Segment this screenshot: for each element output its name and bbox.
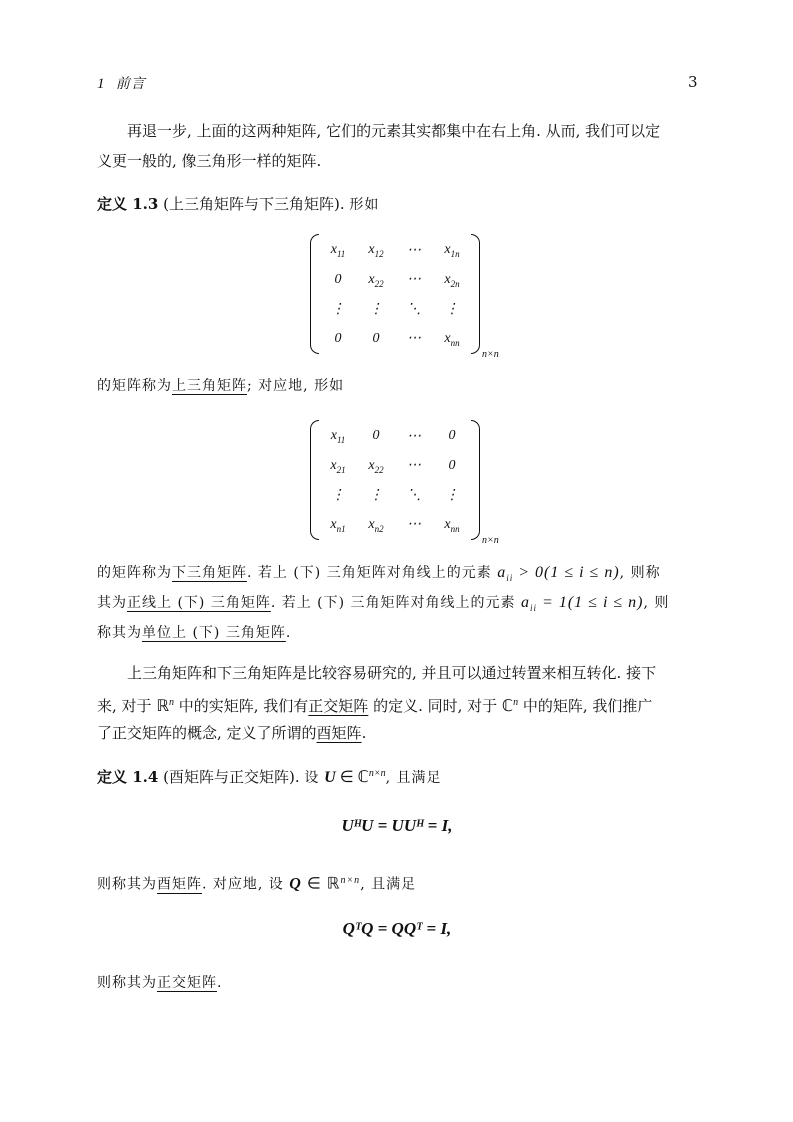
definition-heading bbox=[97, 764, 697, 788]
entry-base: x bbox=[368, 516, 375, 532]
text: . bbox=[217, 975, 223, 991]
equation-orthogonal: QᵀQ = QQᵀ = I, bbox=[342, 919, 452, 938]
term-orthogonal: 正交矩阵 bbox=[157, 975, 217, 991]
paragraph-line bbox=[97, 723, 697, 743]
matrix-entry bbox=[357, 266, 395, 296]
running-header bbox=[97, 73, 146, 93]
term-orthogonal: 正交矩阵 bbox=[308, 697, 369, 715]
term-positive-triangular: 正线上 (下) 三角矩阵 bbox=[127, 595, 271, 611]
math-sub: ii bbox=[530, 602, 538, 613]
text: . bbox=[361, 724, 367, 742]
text: 中的矩阵, 我们推广 bbox=[518, 697, 653, 715]
math-sup: n bbox=[513, 697, 519, 708]
definition-text bbox=[97, 376, 697, 396]
entry-subscript: 22 bbox=[374, 278, 384, 289]
math: a bbox=[521, 594, 531, 611]
matrix-entry bbox=[395, 422, 433, 452]
math: ∈ ℝ bbox=[301, 875, 341, 893]
entry-base: ⋮ bbox=[331, 487, 345, 503]
matrix-entry bbox=[319, 236, 357, 266]
matrix-entry bbox=[357, 325, 395, 355]
text: 来, 对于 bbox=[97, 697, 157, 715]
matrix-entry bbox=[433, 481, 471, 511]
text: 则称其为 bbox=[97, 975, 157, 991]
term-unitary: 酉矩阵 bbox=[157, 876, 202, 893]
definition-name: (上三角矩阵与下三角矩阵). bbox=[163, 195, 345, 213]
matrix-size: n×n bbox=[482, 349, 499, 360]
matrix-entries bbox=[319, 422, 471, 540]
text: , 则 bbox=[643, 595, 670, 611]
math: > 0(1 ≤ i ≤ n) bbox=[513, 564, 620, 581]
chapter-title: 前言 bbox=[115, 77, 146, 92]
matrix-entry bbox=[319, 422, 357, 452]
entry-base: x bbox=[444, 516, 451, 532]
entry-base: ⋮ bbox=[445, 487, 459, 503]
definition-name: (酉矩阵与正交矩阵). bbox=[163, 768, 300, 786]
entry-base: x bbox=[368, 457, 375, 473]
matrix-entry bbox=[433, 422, 471, 452]
matrix-entry bbox=[395, 295, 433, 325]
matrix-entry bbox=[433, 325, 471, 355]
entry-base: x bbox=[330, 242, 337, 258]
term-upper-triangular: 上三角矩阵 bbox=[172, 378, 247, 394]
entry-base: ⋯ bbox=[407, 458, 421, 474]
matrix-size: n×n bbox=[482, 535, 499, 546]
definition-text bbox=[97, 973, 697, 993]
matrix-entry bbox=[357, 452, 395, 482]
matrix-entry bbox=[395, 511, 433, 541]
matrix-entry bbox=[357, 422, 395, 452]
text: 称其为 bbox=[97, 625, 142, 641]
matrix-entry bbox=[319, 452, 357, 482]
entry-subscript: 1n bbox=[450, 249, 460, 260]
text: 中的实矩阵, 我们有 bbox=[173, 697, 309, 715]
term-lower-triangular: 下三角矩阵 bbox=[172, 565, 247, 581]
paragraph-line: 上三角矩阵和下三角矩阵是比较容易研究的, 并且可以通过转置来相互转化. 接下 bbox=[127, 664, 657, 682]
entry-base: x bbox=[330, 428, 337, 444]
matrix-entry bbox=[319, 325, 357, 355]
lower-triangular-matrix bbox=[310, 420, 499, 546]
text: 的矩阵称为 bbox=[97, 565, 172, 581]
entry-base: ⋯ bbox=[407, 272, 421, 288]
definition-text bbox=[97, 593, 697, 618]
entry-base: x bbox=[444, 242, 451, 258]
math: = 1(1 ≤ i ≤ n) bbox=[537, 594, 644, 611]
matrix-entry bbox=[357, 236, 395, 266]
entry-base: x bbox=[330, 516, 337, 532]
matrix-entry bbox=[433, 236, 471, 266]
text: 了正交矩阵的概念, 定义了所谓的 bbox=[97, 724, 317, 742]
term-unit-triangular: 单位上 (下) 三角矩阵 bbox=[142, 625, 286, 641]
upper-triangular-matrix bbox=[310, 234, 499, 360]
matrix-entry bbox=[319, 511, 357, 541]
text: 设 bbox=[304, 770, 320, 786]
entry-base: ⋯ bbox=[407, 517, 421, 533]
entry-base: ⋯ bbox=[407, 428, 421, 444]
matrix-entry bbox=[395, 481, 433, 511]
entry-base: ⋯ bbox=[407, 242, 421, 258]
left-paren bbox=[310, 420, 319, 540]
math-sub: ii bbox=[506, 572, 514, 583]
right-paren bbox=[471, 234, 480, 354]
entry-subscript: n1 bbox=[336, 523, 346, 534]
entry-subscript: n2 bbox=[374, 523, 384, 534]
matrix-entry bbox=[357, 481, 395, 511]
definition-text bbox=[97, 871, 697, 895]
entry-base: ⋮ bbox=[369, 301, 383, 317]
matrix-entry bbox=[395, 325, 433, 355]
math-complex: ℂ bbox=[501, 698, 514, 715]
matrix-entry bbox=[433, 295, 471, 325]
entry-base: ⋯ bbox=[407, 331, 421, 347]
page-number: 3 bbox=[688, 73, 698, 91]
matrix-entry bbox=[357, 511, 395, 541]
matrix-entry bbox=[433, 266, 471, 296]
entry-base: 0 bbox=[372, 330, 380, 346]
entry-base: ⋱ bbox=[407, 487, 421, 503]
entry-subscript: 21 bbox=[336, 464, 346, 475]
left-paren bbox=[310, 234, 319, 354]
math-sup: n×n bbox=[340, 875, 361, 886]
text: ; 对应地, 形如 bbox=[247, 378, 345, 394]
entry-base: ⋮ bbox=[445, 301, 459, 317]
entry-base: 0 bbox=[334, 330, 342, 346]
entry-subscript: nn bbox=[450, 523, 460, 534]
matrix-entry bbox=[433, 511, 471, 541]
definition-text bbox=[97, 623, 697, 643]
entry-subscript: nn bbox=[450, 337, 460, 348]
matrix-entry bbox=[395, 452, 433, 482]
math: U bbox=[324, 769, 336, 786]
math-sup: n bbox=[168, 697, 174, 708]
entry-base: x bbox=[368, 271, 375, 287]
paragraph-line: 义更一般的, 像三角形一样的矩阵. bbox=[97, 152, 322, 170]
matrix-entry bbox=[395, 266, 433, 296]
text: , 则称 bbox=[619, 565, 661, 581]
paragraph-line: 再退一步, 上面的这两种矩阵, 它们的元素其实都集中在右上角. 从而, 我们可以定 bbox=[127, 122, 661, 140]
text: . 若上 (下) 三角矩阵对角线上的元素 bbox=[270, 595, 516, 611]
entry-subscript: 12 bbox=[374, 249, 384, 260]
matrix-entry bbox=[395, 236, 433, 266]
matrix-entries bbox=[319, 236, 471, 354]
text: . 若上 (下) 三角矩阵对角线上的元素 bbox=[247, 565, 492, 581]
text: 的矩阵称为 bbox=[97, 378, 172, 394]
definition-text bbox=[97, 563, 697, 588]
definition-heading bbox=[97, 194, 697, 215]
entry-base: ⋮ bbox=[331, 301, 345, 317]
text: 则称其为 bbox=[97, 876, 157, 893]
text: . 对应地, 设 bbox=[202, 876, 284, 893]
paragraph-line bbox=[97, 693, 697, 717]
entry-subscript: 22 bbox=[374, 464, 384, 475]
equation-unitary: UᴴU = UUᴴ = I, bbox=[341, 816, 453, 835]
entry-subscript: 11 bbox=[336, 249, 346, 260]
math-sup: n×n bbox=[368, 768, 386, 779]
matrix-entry bbox=[433, 452, 471, 482]
entry-base: x bbox=[330, 457, 337, 473]
text: , 且满足 bbox=[360, 876, 417, 893]
right-paren bbox=[471, 420, 480, 540]
entry-base: x bbox=[368, 242, 375, 258]
math-reals: ℝ bbox=[156, 698, 169, 715]
entry-base: x bbox=[444, 330, 451, 346]
text: 的定义. 同时, 对于 bbox=[368, 697, 502, 715]
matrix-entry bbox=[319, 266, 357, 296]
math: a bbox=[497, 564, 507, 581]
math: ∈ ℂ bbox=[335, 769, 369, 786]
term-unitary: 酉矩阵 bbox=[316, 724, 362, 742]
entry-base: ⋱ bbox=[407, 301, 421, 317]
matrix-entry bbox=[357, 295, 395, 325]
math: Q bbox=[289, 875, 302, 893]
text: . bbox=[285, 625, 292, 641]
entry-base: ⋮ bbox=[369, 487, 383, 503]
definition-text: 形如 bbox=[349, 197, 380, 213]
text: , 且满足 bbox=[385, 770, 442, 786]
matrix-entry bbox=[319, 481, 357, 511]
definition-label: 定义 1.4 bbox=[97, 768, 159, 786]
definition-label: 定义 1.3 bbox=[97, 195, 159, 213]
entry-base: 0 bbox=[334, 271, 342, 287]
entry-base: 0 bbox=[448, 428, 456, 444]
entry-base: 0 bbox=[372, 428, 380, 444]
entry-subscript: 11 bbox=[336, 435, 346, 446]
entry-base: x bbox=[444, 271, 451, 287]
entry-subscript: 2n bbox=[450, 278, 460, 289]
text: 其为 bbox=[97, 595, 127, 611]
chapter-number: 1 bbox=[97, 76, 105, 92]
matrix-entry bbox=[319, 295, 357, 325]
entry-base: 0 bbox=[448, 457, 456, 473]
